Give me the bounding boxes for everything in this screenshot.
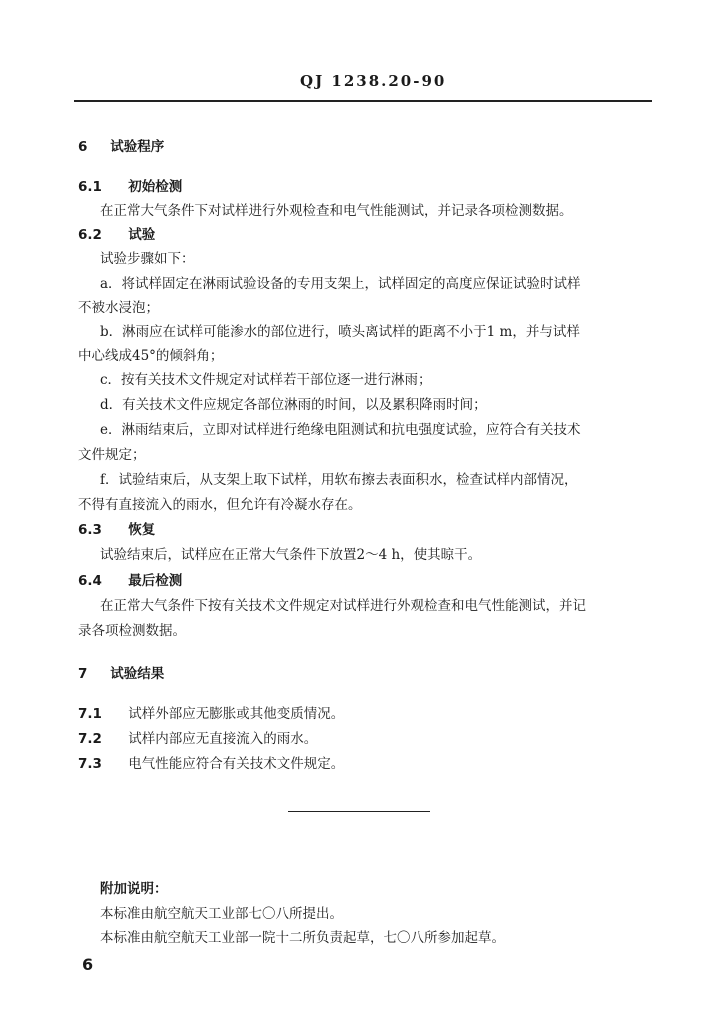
- subsection-6-1-heading: [78, 178, 182, 196]
- subsection-number: 6.2: [78, 227, 102, 243]
- list-item-c: c．按有关技术文件规定对试样若干部位逐一进行淋雨；: [100, 372, 432, 388]
- subsection-number: 6.1: [78, 179, 102, 195]
- result-number: 7.2: [78, 731, 102, 747]
- subsection-title: 初始检测: [128, 179, 183, 195]
- subsection-6-2-heading: [78, 226, 155, 244]
- notes-line: 本标准由航空航天工业部一院十二所负责起草，七〇八所参加起草。: [100, 930, 505, 946]
- end-rule: [288, 811, 430, 812]
- list-item-e-cont: 文件规定；: [78, 447, 146, 463]
- notes-line: 本标准由航空航天工业部七〇八所提出。: [100, 906, 343, 922]
- header-rule: [74, 100, 652, 102]
- section-title: 试验结果: [110, 666, 165, 682]
- section-number: 6: [78, 139, 88, 155]
- notes-title: 附加说明：: [100, 881, 168, 897]
- result-text: 试样外部应无膨胀或其他变质情况。: [128, 706, 345, 722]
- section-title: 试验程序: [110, 139, 165, 155]
- page-number: 6: [82, 955, 94, 974]
- result-text: 电气性能应符合有关技术文件规定。: [128, 756, 345, 772]
- result-item: [78, 755, 344, 773]
- subsection-title: 恢复: [128, 522, 156, 538]
- standard-code-header: QJ 1238.20-90: [300, 72, 447, 90]
- section-number: 7: [78, 666, 88, 682]
- list-item-f-cont: 不得有直接流入的雨水，但允许有冷凝水存在。: [78, 497, 362, 513]
- list-item-e: e．淋雨结束后，立即对试样进行绝缘电阻测试和抗电强度试验，应符合有关技术: [100, 422, 581, 438]
- paragraph: 试验步骤如下：: [100, 251, 195, 267]
- subsection-number: 6.4: [78, 573, 102, 589]
- list-item-d: d．有关技术文件应规定各部位淋雨的时间，以及累积降雨时间；: [100, 397, 487, 413]
- result-item: [78, 705, 344, 723]
- list-item-b: b．淋雨应在试样可能渗水的部位进行，喷头离试样的距离不小于1 m，并与试样: [100, 324, 580, 340]
- list-item-b-cont: 中心线成45°的倾斜角；: [78, 348, 224, 364]
- section-7-heading: [78, 665, 164, 683]
- subsection-title: 最后检测: [128, 573, 183, 589]
- subsection-6-4-heading: [78, 572, 182, 590]
- list-item-a: a．将试样固定在淋雨试验设备的专用支架上，试样固定的高度应保证试验时试样: [100, 276, 581, 292]
- subsection-number: 6.3: [78, 522, 102, 538]
- subsection-title: 试验: [128, 227, 156, 243]
- result-number: 7.1: [78, 706, 102, 722]
- subsection-6-3-heading: [78, 521, 155, 539]
- result-item: [78, 730, 317, 748]
- paragraph: 在正常大气条件下按有关技术文件规定对试样进行外观检查和电气性能测试，并记: [100, 598, 586, 614]
- section-6-heading: [78, 138, 164, 156]
- result-text: 试样内部应无直接流入的雨水。: [128, 731, 318, 747]
- result-number: 7.3: [78, 756, 102, 772]
- paragraph: 在正常大气条件下对试样进行外观检查和电气性能测试，并记录各项检测数据。: [100, 203, 573, 219]
- paragraph: 试验结束后，试样应在正常大气条件下放置2～4 h，使其晾干。: [100, 547, 482, 563]
- paragraph-cont: 录各项检测数据。: [78, 623, 186, 639]
- list-item-f: f．试验结束后，从支架上取下试样，用软布擦去表面积水，检查试样内部情况，: [100, 472, 578, 488]
- list-item-a-cont: 不被水浸泡；: [78, 300, 159, 316]
